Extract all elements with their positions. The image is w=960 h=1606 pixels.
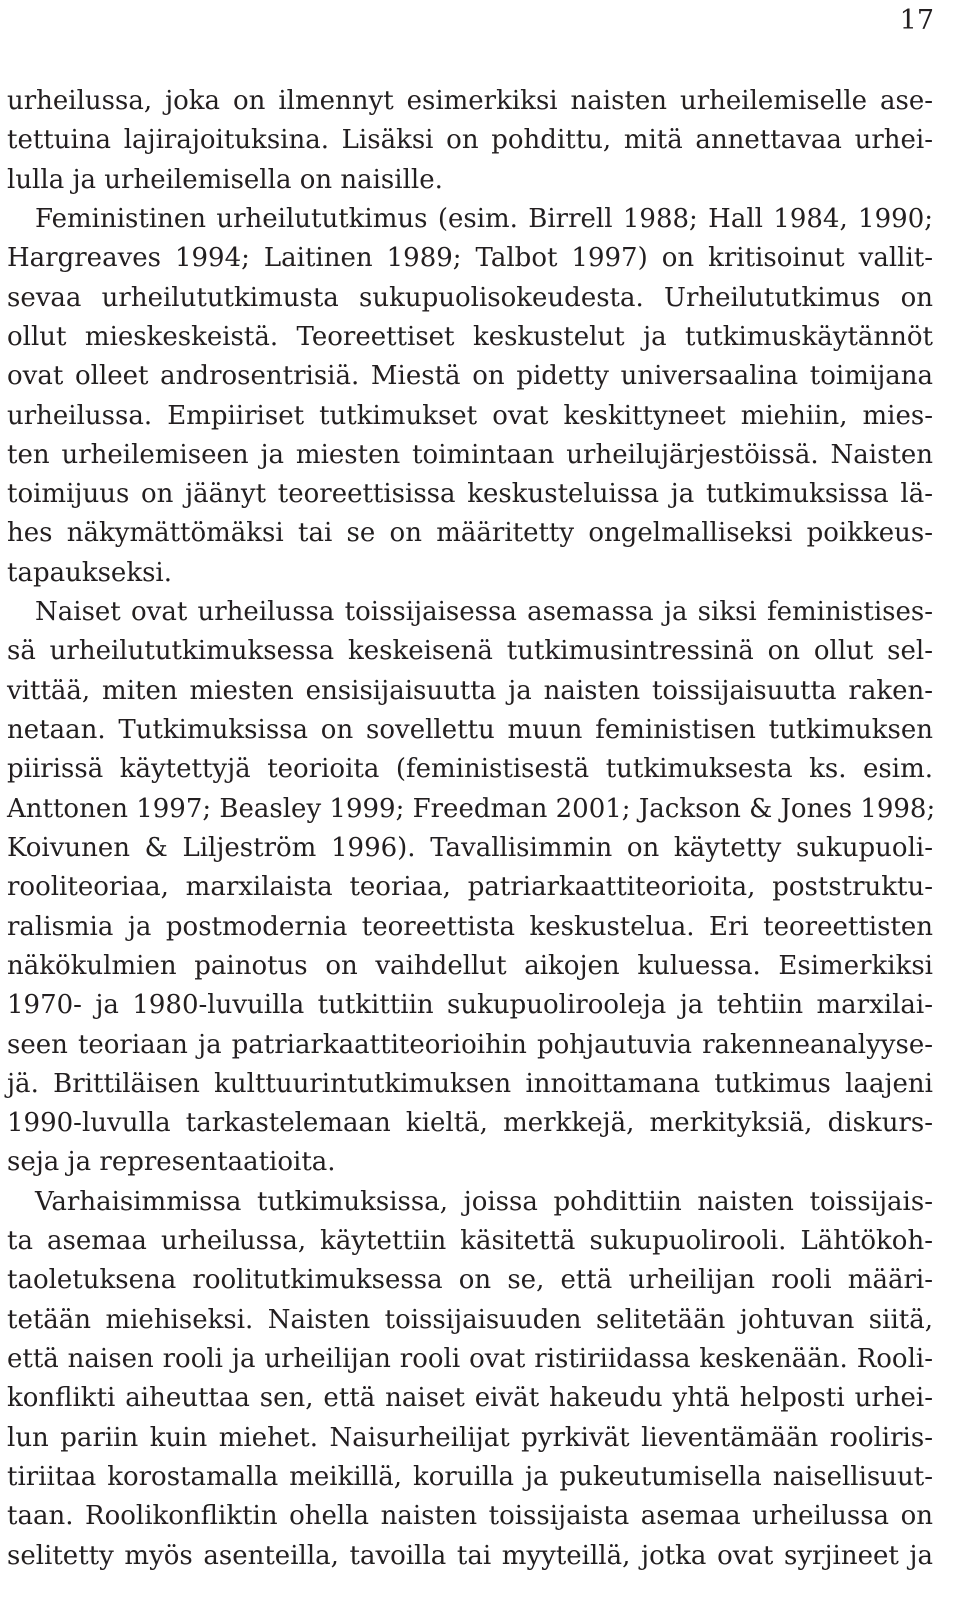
text-line: että naisen rooli ja urheilijan rooli ovat ristiriidassa keskenään. Rooli- bbox=[7, 1344, 933, 1374]
body-text bbox=[7, 82, 936, 1576]
text-line: selitetty myös asenteilla, tavoilla tai myyteillä, jotka ovat syrjineet ja bbox=[7, 1540, 933, 1571]
text-line: jä. Brittiläisen kulttuurintutkimuksen innoittamana tutkimus laajeni bbox=[7, 1068, 933, 1099]
text-line: urheilussa. Empiiriset tutkimukset ovat keskittyneet miehiin, mies- bbox=[7, 400, 933, 431]
text-line: tetään miehiseksi. Naisten toissijaisuuden selitetään johtuvan siitä, bbox=[7, 1304, 933, 1335]
text-line: Naiset ovat urheilussa toissijaisessa asemassa ja siksi feministises- bbox=[35, 597, 933, 628]
paragraph bbox=[7, 593, 936, 1183]
text-line: toimijuus on jäänyt teoreettisissa keskusteluissa ja tutkimuksissa lä- bbox=[7, 479, 933, 510]
text-line: vittää, miten miesten ensisijaisuutta ja naisten toissijaisuutta raken- bbox=[7, 675, 933, 706]
page-number: 17 bbox=[899, 5, 934, 36]
text-line: Hargreaves 1994; Laitinen 1989; Talbot 1997) on kritisoinut vallit- bbox=[7, 243, 933, 274]
text-line: lun pariin kuin miehet. Naisurheilijat pyrkivät lieventämään rooliris- bbox=[7, 1422, 933, 1453]
text-line: sä urheilututkimuksessa keskeisenä tutkimusintressinä on ollut sel- bbox=[7, 636, 933, 667]
text-line: urheilussa, joka on ilmennyt esimerkiksi naisten urheilemiselle ase- bbox=[7, 86, 933, 116]
text-line: Feministinen urheilututkimus (esim. Birrell 1988; Hall 1984, 1990; bbox=[35, 203, 933, 234]
paragraph bbox=[7, 200, 933, 593]
text-line: ollut mieskeskeistä. Teoreettiset keskustelut ja tutkimuskäytännöt bbox=[7, 321, 933, 352]
text-line: sevaa urheilututkimusta sukupuolisokeudesta. Urheilututkimus on bbox=[7, 282, 933, 313]
text-line: netaan. Tutkimuksissa on sovellettu muun feministisen tutkimuksen bbox=[7, 715, 933, 745]
text-line: piirissä käytettyjä teorioita (feministisestä tutkimuksesta ks. esim. bbox=[7, 754, 933, 785]
text-line: hes näkymättömäksi tai se on määritetty ongelmalliseksi poikkeus- bbox=[7, 518, 933, 549]
text-line: lulla ja urheilemisella on naisille. bbox=[7, 164, 443, 195]
text-line: 1990-luvulla tarkastelemaan kieltä, merkkejä, merkityksiä, diskurs- bbox=[7, 1108, 933, 1139]
text-line: seja ja representaatioita. bbox=[7, 1147, 336, 1178]
text-line: Koivunen & Liljeström 1996). Tavallisimmin on käytetty sukupuoli- bbox=[7, 832, 933, 863]
paragraph bbox=[7, 1183, 933, 1576]
text-line: ralismia ja postmodernia teoreettista keskustelua. Eri teoreettisten bbox=[7, 911, 933, 942]
text-line: konflikti aiheuttaa sen, että naiset eivät hakeudu yhtä helposti urhei- bbox=[7, 1383, 933, 1414]
text-line: taan. Roolikonfliktin ohella naisten toissijaista asemaa urheilussa on bbox=[7, 1501, 933, 1532]
text-line: näkökulmien painotus on vaihdellut aikojen kuluessa. Esimerkiksi bbox=[7, 950, 933, 981]
text-line: seen teoriaan ja patriarkaattiteorioihin pohjautuvia rakenneanalyyse- bbox=[7, 1029, 933, 1060]
text-line: 1970- ja 1980-luvuilla tutkittiin sukupuolirooleja ja tehtiin marxilai- bbox=[7, 990, 933, 1021]
text-line: taoletuksena roolitutkimuksessa on se, että urheilijan rooli määri- bbox=[7, 1265, 933, 1296]
text-line: rooliteoriaa, marxilaista teoriaa, patriarkaattiteorioita, poststruktu- bbox=[7, 872, 933, 903]
text-line: Anttonen 1997; Beasley 1999; Freedman 2001; Jackson & Jones 1998; bbox=[7, 793, 936, 824]
text-line: ten urheilemiseen ja miesten toimintaan urheilujärjestöissä. Naisten bbox=[7, 439, 933, 470]
paragraph bbox=[7, 82, 933, 200]
text-line: tettuina lajirajoituksina. Lisäksi on pohdittu, mitä annettavaa urhei- bbox=[7, 125, 933, 156]
text-line: Varhaisimmissa tutkimuksissa, joissa pohdittiin naisten toissijais- bbox=[35, 1186, 933, 1217]
text-line: ta asemaa urheilussa, käytettiin käsitettä sukupuolirooli. Lähtökoh- bbox=[7, 1226, 933, 1257]
text-line: tiriitaa korostamalla meikillä, koruilla ja pukeutumisella naisellisuut- bbox=[7, 1461, 933, 1492]
text-line: tapaukseksi. bbox=[7, 557, 173, 588]
text-line: ovat olleet androsentrisiä. Miestä on pidetty universaalina toimijana bbox=[7, 361, 933, 392]
